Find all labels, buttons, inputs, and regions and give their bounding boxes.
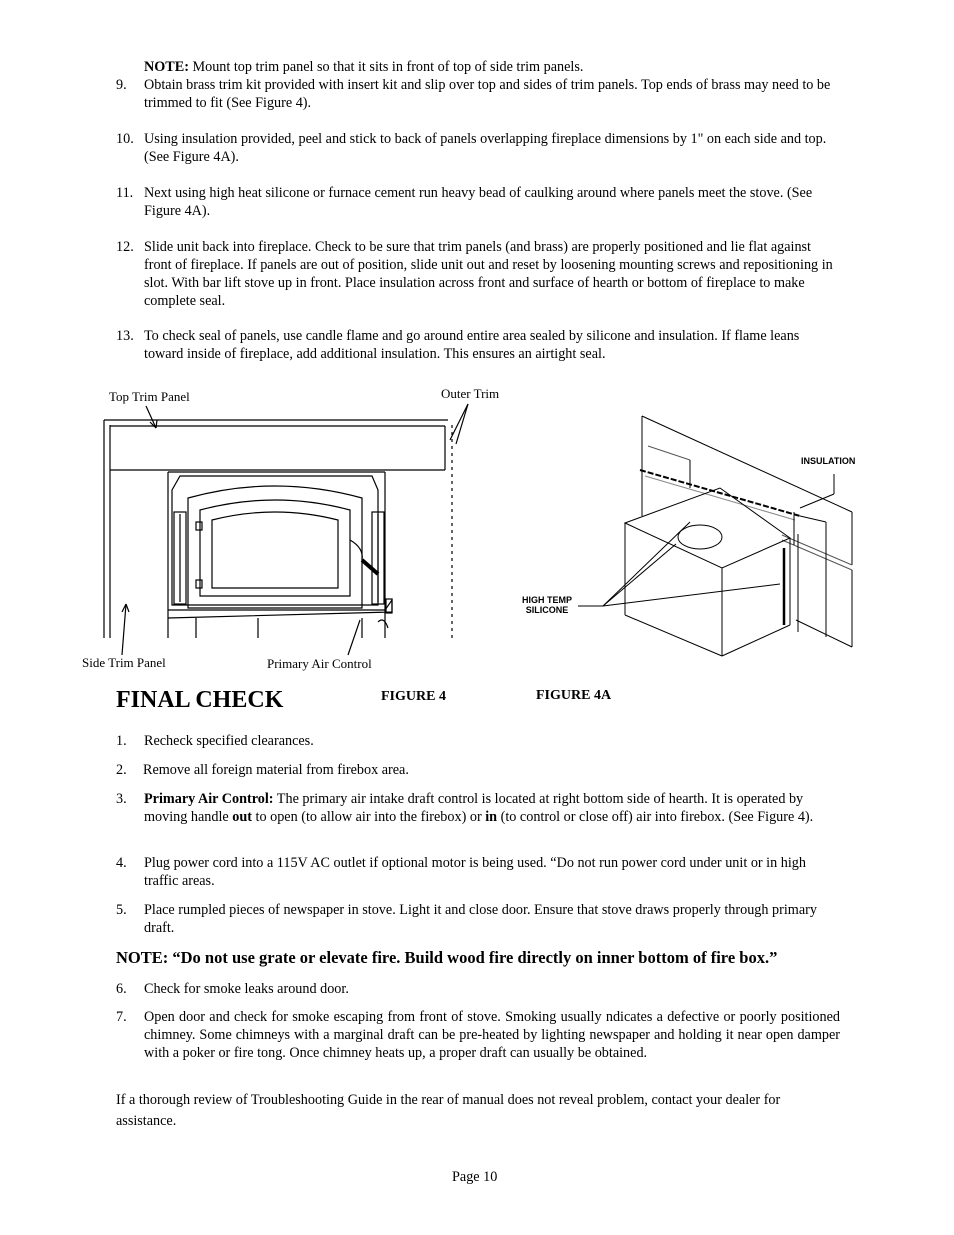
label-top-trim-panel: Top Trim Panel — [109, 389, 190, 404]
note-text: Mount top trim panel so that it sits in front of top of side trim panels. — [188, 59, 584, 75]
fire-note: NOTE: “Do not use grate or elevate fire. Build wood fire directly on inner bottom of fire box.” — [116, 948, 778, 967]
step-11 — [116, 184, 840, 220]
item-number: 6. — [116, 981, 127, 997]
label-silicone-line-1: HIGH TEMP — [521, 595, 572, 605]
label-high-temp-silicone — [520, 595, 574, 615]
final-item-2 — [116, 761, 840, 779]
item-text: Open door and check for smoke escaping from front of stove. Smoking usually ndicates a defective or poorly positioned chimney. Some chimneys with a marginal draft can be pre-heated by lighting newspaper and holding it near open damper with a poker or fire tong. Once chimney heats up, a proper draft can usually be obtained. — [144, 1009, 840, 1061]
final-item-4 — [116, 854, 840, 890]
final-item-6 — [116, 980, 840, 998]
step-number: 13. — [116, 328, 134, 344]
label-insulation: INSULATION — [801, 456, 856, 466]
item-text: Plug power cord into a 115V AC outlet if optional motor is being used. “Do not run power cord under unit or in high traffic areas. — [144, 855, 806, 889]
step-10 — [116, 130, 840, 166]
step-9 — [116, 76, 840, 112]
page-number: Page 10 — [452, 1169, 498, 1185]
item-bold-lead: Primary Air Control: — [144, 791, 274, 807]
final-item-1 — [116, 732, 840, 750]
item-bold-in: in — [485, 809, 498, 825]
item-text-part: The primary air intake draft control is located at right bottom side of hearth. It is operated by moving handle — [144, 791, 804, 825]
final-item-3 — [116, 790, 840, 826]
item-number: 7. — [116, 1009, 127, 1025]
item-bold-out: out — [232, 809, 252, 825]
label-primary-air-control: Primary Air Control — [267, 656, 372, 671]
label-side-trim-panel: Side Trim Panel — [82, 655, 166, 670]
step-number: 10. — [116, 131, 134, 147]
final-item-5 — [116, 901, 840, 937]
figure-4-caption: FIGURE 4 — [381, 689, 446, 704]
top-note — [144, 58, 844, 76]
label-silicone-line-2: SILICONE — [525, 605, 569, 615]
item-number: 2. — [116, 762, 127, 778]
item-text-part: to open (to allow air into the firebox) or — [251, 809, 486, 825]
item-text: Remove all foreign material from firebox area. — [143, 762, 409, 778]
step-text: Slide unit back into fireplace. Check to be sure that trim panels (and brass) are properly positioned and lie flat against front of fireplace. If panels are out of position, slide unit out and reset by loosening mounting screws and repositioning in slot. With bar lift stove up in front. Place insulation across front and surface of hearth or bottom of fireplace to make complete seal. — [144, 239, 833, 309]
item-number: 3. — [116, 791, 127, 807]
item-text: Place rumpled pieces of newspaper in stove. Light it and close door. Ensure that stove draws properly through primary draft. — [144, 902, 817, 936]
item-text-part: (to control or close off) air into firebox. (See Figure 4). — [497, 809, 814, 825]
final-check-heading: FINAL CHECK — [116, 687, 284, 713]
closing-paragraph: If a thorough review of Troubleshooting Guide in the rear of manual does not reveal problem, contact your dealer for assistance. — [116, 1092, 781, 1129]
label-outer-trim: Outer Trim — [441, 386, 500, 401]
step-number: 12. — [116, 239, 134, 255]
item-text: Recheck specified clearances. — [144, 733, 314, 749]
step-text: Obtain brass trim kit provided with insert kit and slip over top and sides of trim panels. Top ends of brass may need to be trimmed to fit (See Figure 4). — [144, 77, 831, 111]
step-13 — [116, 327, 840, 363]
final-item-7 — [116, 1008, 840, 1062]
note-label: NOTE: — [144, 59, 189, 75]
step-text: To check seal of panels, use candle flame and go around entire area sealed by silicone and insulation. If flame leans toward inside of fireplace, add additional insulation. This ensures an airtight seal. — [144, 328, 800, 362]
item-number: 4. — [116, 855, 127, 871]
item-number: 5. — [116, 902, 127, 918]
item-number: 1. — [116, 733, 127, 749]
step-number: 9. — [116, 77, 127, 93]
step-12 — [116, 238, 840, 310]
step-text: Using insulation provided, peel and stick to back of panels overlapping fireplace dimensions by 1" on each side and top. (See Figure 4A). — [144, 131, 827, 165]
item-text — [144, 790, 840, 826]
step-text: Next using high heat silicone or furnace cement run heavy bead of caulking around where panels meet the stove. (See Figure 4A). — [144, 185, 813, 219]
figure-4a-caption: FIGURE 4A — [536, 688, 612, 703]
step-number: 11. — [116, 185, 134, 201]
item-text: Check for smoke leaks around door. — [144, 981, 349, 997]
